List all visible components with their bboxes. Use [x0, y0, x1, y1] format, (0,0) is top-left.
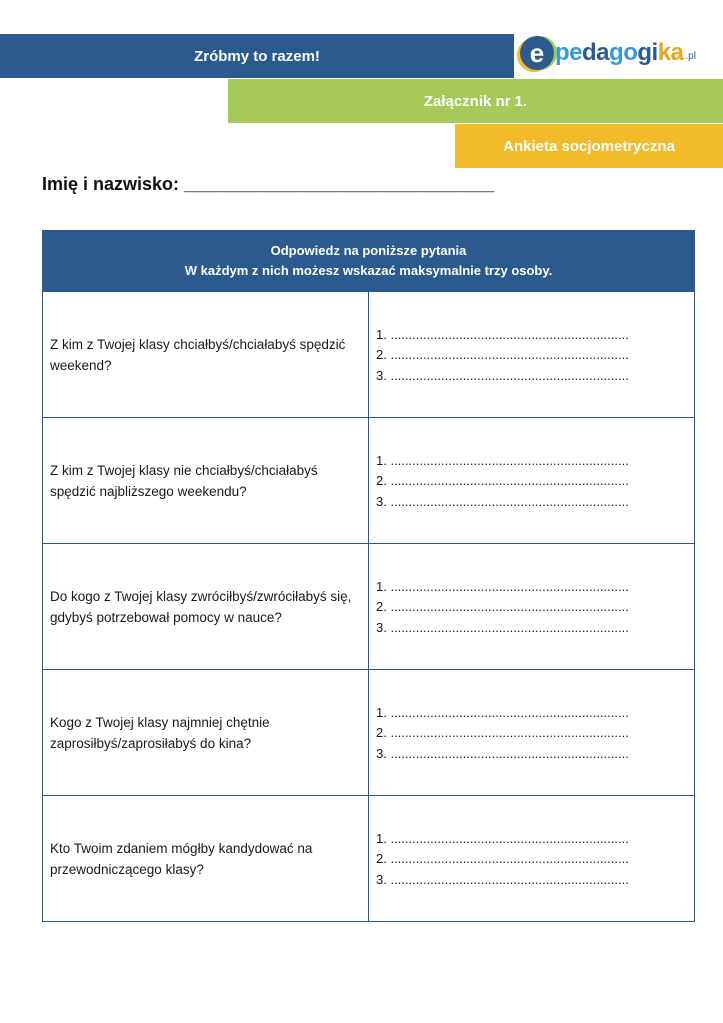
answer-list — [376, 702, 682, 764]
table-header — [43, 231, 695, 292]
answer-line[interactable]: 2. .................................................................. — [376, 473, 629, 489]
answer-cell[interactable] — [369, 418, 695, 544]
table-header-row — [43, 231, 695, 292]
answer-line[interactable]: 3. .................................................................. — [376, 493, 629, 509]
answer-line[interactable]: 1. .................................................................. — [376, 578, 629, 594]
answer-list — [376, 324, 682, 386]
header-title: Zróbmy to razem! — [194, 47, 320, 65]
name-field-label: Imię i nazwisko: _______________________________ — [42, 174, 495, 194]
question-cell: Z kim z Twojej klasy nie chciałbyś/chciałabyś spędzić najbliższego weekendu? — [43, 418, 369, 544]
question-cell: Do kogo z Twojej klasy zwróciłbyś/zwróciłabyś się, gdybyś potrzebował pomocy w nauce? — [43, 544, 369, 670]
question-cell: Kogo z Twojej klasy najmniej chętnie zaprosiłbyś/zaprosiłabyś do kina? — [43, 670, 369, 796]
answer-line[interactable]: 1. .................................................................. — [376, 326, 629, 342]
logo-wordmark: pedagogika — [555, 39, 684, 66]
answer-line[interactable]: 3. .................................................................. — [376, 871, 629, 887]
table-row — [43, 418, 695, 544]
answer-line[interactable]: 2. .................................................................. — [376, 851, 629, 867]
question-cell: Kto Twoim zdaniem mógłby kandydować na przewodniczącego klasy? — [43, 796, 369, 922]
table-header-line2: W każdym z nich możesz wskazać maksymalnie trzy osoby. — [184, 263, 553, 278]
header-band-title — [0, 34, 514, 78]
question-cell: Z kim z Twojej klasy chciałbyś/chciałabyś spędzić weekend? — [43, 292, 369, 418]
answer-line[interactable]: 2. .................................................................. — [376, 347, 629, 363]
table-row — [43, 544, 695, 670]
answer-cell[interactable] — [369, 796, 695, 922]
answer-cell[interactable] — [369, 670, 695, 796]
table-row — [43, 292, 695, 418]
logo-tld: .pl — [685, 50, 696, 62]
answer-line[interactable]: 1. .................................................................. — [376, 830, 629, 846]
header-band-attachment — [228, 79, 723, 123]
answer-line[interactable]: 3. .................................................................. — [376, 619, 629, 635]
answer-line[interactable]: 2. .................................................................. — [376, 725, 629, 741]
answer-line[interactable]: 3. .................................................................. — [376, 367, 629, 383]
answer-list — [376, 828, 682, 890]
attachment-label: Załącznik nr 1. — [423, 92, 528, 110]
answer-list — [376, 576, 682, 638]
answer-line[interactable]: 3. .................................................................. — [376, 745, 629, 761]
survey-title: Ankieta socjometryczna — [503, 137, 675, 155]
answer-cell[interactable] — [369, 544, 695, 670]
epedagogika-logo — [520, 30, 720, 76]
answer-line[interactable]: 1. .................................................................. — [376, 704, 629, 720]
answer-list — [376, 450, 682, 512]
answer-cell[interactable] — [369, 292, 695, 418]
answer-line[interactable]: 2. .................................................................. — [376, 599, 629, 615]
table-header-line1: Odpowiedz na poniższe pytania — [270, 243, 467, 258]
header-band-survey — [455, 124, 723, 168]
survey-table — [42, 230, 695, 922]
logo-e-icon: e — [520, 36, 554, 70]
table-row — [43, 670, 695, 796]
answer-line[interactable]: 1. .................................................................. — [376, 452, 629, 468]
table-row — [43, 796, 695, 922]
